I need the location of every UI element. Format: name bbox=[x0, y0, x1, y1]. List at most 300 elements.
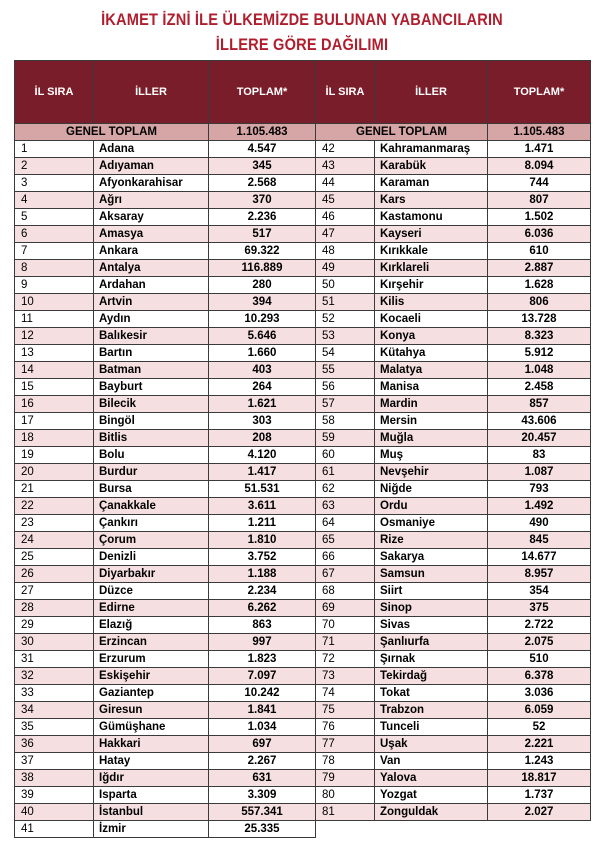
province-cell: Edirne bbox=[94, 600, 209, 617]
province-cell: Niğde bbox=[375, 481, 488, 498]
table-row bbox=[15, 566, 591, 583]
table-row bbox=[15, 736, 591, 753]
province-cell: Kahramanmaraş bbox=[375, 141, 488, 158]
rank-cell: 14 bbox=[15, 362, 94, 379]
province-cell: Kırklareli bbox=[375, 260, 488, 277]
empty-cell bbox=[316, 821, 591, 838]
total-cell: 631 bbox=[209, 770, 316, 787]
province-cell: Kocaeli bbox=[375, 311, 488, 328]
rank-cell: 15 bbox=[15, 379, 94, 396]
table-row bbox=[15, 209, 591, 226]
table-row bbox=[15, 345, 591, 362]
table-row bbox=[15, 141, 591, 158]
rank-cell: 75 bbox=[316, 702, 375, 719]
rank-cell: 68 bbox=[316, 583, 375, 600]
table-row bbox=[15, 600, 591, 617]
table-row bbox=[15, 617, 591, 634]
total-cell: 394 bbox=[209, 294, 316, 311]
province-cell: Kars bbox=[375, 192, 488, 209]
table-row bbox=[15, 243, 591, 260]
table-row bbox=[15, 532, 591, 549]
total-cell: 4.120 bbox=[209, 447, 316, 464]
total-cell: 18.817 bbox=[488, 770, 591, 787]
total-cell: 807 bbox=[488, 192, 591, 209]
header-rank-left: İL SIRA bbox=[15, 61, 94, 124]
province-cell: Sivas bbox=[375, 617, 488, 634]
rank-cell: 73 bbox=[316, 668, 375, 685]
province-cell: Şanlıurfa bbox=[375, 634, 488, 651]
total-cell: 793 bbox=[488, 481, 591, 498]
province-cell: Aydın bbox=[94, 311, 209, 328]
rank-cell: 36 bbox=[15, 736, 94, 753]
province-cell: Ankara bbox=[94, 243, 209, 260]
table-row bbox=[15, 481, 591, 498]
province-cell: Erzincan bbox=[94, 634, 209, 651]
province-cell: Batman bbox=[94, 362, 209, 379]
rank-cell: 71 bbox=[316, 634, 375, 651]
total-cell: 2.458 bbox=[488, 379, 591, 396]
rank-cell: 55 bbox=[316, 362, 375, 379]
total-cell: 845 bbox=[488, 532, 591, 549]
province-cell: Isparta bbox=[94, 787, 209, 804]
rank-cell: 2 bbox=[15, 158, 94, 175]
total-cell: 6.262 bbox=[209, 600, 316, 617]
table-row bbox=[15, 277, 591, 294]
total-cell: 43.606 bbox=[488, 413, 591, 430]
total-cell: 4.547 bbox=[209, 141, 316, 158]
table-row bbox=[15, 464, 591, 481]
table-row bbox=[15, 311, 591, 328]
rank-cell: 63 bbox=[316, 498, 375, 515]
rank-cell: 51 bbox=[316, 294, 375, 311]
rank-cell: 11 bbox=[15, 311, 94, 328]
total-cell: 8.323 bbox=[488, 328, 591, 345]
total-cell: 13.728 bbox=[488, 311, 591, 328]
province-cell: Adana bbox=[94, 141, 209, 158]
province-cell: Karabük bbox=[375, 158, 488, 175]
total-cell: 1.188 bbox=[209, 566, 316, 583]
province-cell: Hakkari bbox=[94, 736, 209, 753]
province-cell: Rize bbox=[375, 532, 488, 549]
table-row bbox=[15, 787, 591, 804]
total-cell: 1.810 bbox=[209, 532, 316, 549]
rank-cell: 80 bbox=[316, 787, 375, 804]
rank-cell: 50 bbox=[316, 277, 375, 294]
table-row bbox=[15, 379, 591, 396]
total-cell: 51.531 bbox=[209, 481, 316, 498]
total-cell: 5.912 bbox=[488, 345, 591, 362]
province-cell: Kırşehir bbox=[375, 277, 488, 294]
rank-cell: 8 bbox=[15, 260, 94, 277]
total-cell: 1.823 bbox=[209, 651, 316, 668]
province-cell: Kütahya bbox=[375, 345, 488, 362]
rank-cell: 1 bbox=[15, 141, 94, 158]
rank-cell: 66 bbox=[316, 549, 375, 566]
province-cell: Tunceli bbox=[375, 719, 488, 736]
province-cell: Mardin bbox=[375, 396, 488, 413]
table-row bbox=[15, 447, 591, 464]
rank-cell: 41 bbox=[15, 821, 94, 838]
rank-cell: 47 bbox=[316, 226, 375, 243]
rank-cell: 44 bbox=[316, 175, 375, 192]
total-cell: 2.887 bbox=[488, 260, 591, 277]
province-cell: Ağrı bbox=[94, 192, 209, 209]
table-row bbox=[15, 821, 591, 838]
province-cell: Bolu bbox=[94, 447, 209, 464]
total-cell: 8.094 bbox=[488, 158, 591, 175]
total-cell: 2.722 bbox=[488, 617, 591, 634]
total-cell: 510 bbox=[488, 651, 591, 668]
rank-cell: 13 bbox=[15, 345, 94, 362]
total-cell: 370 bbox=[209, 192, 316, 209]
total-cell: 52 bbox=[488, 719, 591, 736]
header-province-right: İLLER bbox=[375, 61, 488, 124]
table-row bbox=[15, 634, 591, 651]
total-cell: 2.267 bbox=[209, 753, 316, 770]
rank-cell: 12 bbox=[15, 328, 94, 345]
province-cell: Tekirdağ bbox=[375, 668, 488, 685]
province-cell: Adıyaman bbox=[94, 158, 209, 175]
province-cell: Muş bbox=[375, 447, 488, 464]
province-cell: Çanakkale bbox=[94, 498, 209, 515]
total-cell: 1.034 bbox=[209, 719, 316, 736]
rank-cell: 35 bbox=[15, 719, 94, 736]
rank-cell: 76 bbox=[316, 719, 375, 736]
province-cell: Balıkesir bbox=[94, 328, 209, 345]
province-cell: Bayburt bbox=[94, 379, 209, 396]
province-cell: Samsun bbox=[375, 566, 488, 583]
total-cell: 697 bbox=[209, 736, 316, 753]
province-cell: Yozgat bbox=[375, 787, 488, 804]
table-row bbox=[15, 702, 591, 719]
province-cell: Bartın bbox=[94, 345, 209, 362]
total-cell: 6.378 bbox=[488, 668, 591, 685]
rank-cell: 56 bbox=[316, 379, 375, 396]
province-cell: Bitlis bbox=[94, 430, 209, 447]
table-row bbox=[15, 328, 591, 345]
rank-cell: 7 bbox=[15, 243, 94, 260]
province-cell: Tokat bbox=[375, 685, 488, 702]
rank-cell: 28 bbox=[15, 600, 94, 617]
table-row bbox=[15, 226, 591, 243]
table-row bbox=[15, 192, 591, 209]
table-row bbox=[15, 549, 591, 566]
table-row bbox=[15, 651, 591, 668]
province-cell: Eskişehir bbox=[94, 668, 209, 685]
total-cell: 208 bbox=[209, 430, 316, 447]
rank-cell: 43 bbox=[316, 158, 375, 175]
total-cell: 1.660 bbox=[209, 345, 316, 362]
rank-cell: 74 bbox=[316, 685, 375, 702]
rank-cell: 26 bbox=[15, 566, 94, 583]
rank-cell: 25 bbox=[15, 549, 94, 566]
total-cell: 303 bbox=[209, 413, 316, 430]
table-row bbox=[15, 515, 591, 532]
province-cell: Elazığ bbox=[94, 617, 209, 634]
province-cell: Ordu bbox=[375, 498, 488, 515]
province-cell: Hatay bbox=[94, 753, 209, 770]
rank-cell: 20 bbox=[15, 464, 94, 481]
province-cell: Artvin bbox=[94, 294, 209, 311]
total-cell: 6.036 bbox=[488, 226, 591, 243]
province-cell: Bursa bbox=[94, 481, 209, 498]
province-cell: Siirt bbox=[375, 583, 488, 600]
total-cell: 490 bbox=[488, 515, 591, 532]
province-cell: Kayseri bbox=[375, 226, 488, 243]
total-cell: 1.243 bbox=[488, 753, 591, 770]
total-cell: 744 bbox=[488, 175, 591, 192]
province-cell: Gümüşhane bbox=[94, 719, 209, 736]
province-cell: Gaziantep bbox=[94, 685, 209, 702]
rank-cell: 45 bbox=[316, 192, 375, 209]
page-title-line-1: İKAMET İZNİ İLE ÜLKEMİZDE BULUNAN YABANCILARIN bbox=[101, 10, 503, 29]
total-cell: 5.646 bbox=[209, 328, 316, 345]
province-cell: Malatya bbox=[375, 362, 488, 379]
table-row bbox=[15, 668, 591, 685]
rank-cell: 21 bbox=[15, 481, 94, 498]
rank-cell: 22 bbox=[15, 498, 94, 515]
province-cell: Çorum bbox=[94, 532, 209, 549]
table-row bbox=[15, 770, 591, 787]
province-cell: Amasya bbox=[94, 226, 209, 243]
province-cell: Zonguldak bbox=[375, 804, 488, 821]
total-cell: 69.322 bbox=[209, 243, 316, 260]
rank-cell: 81 bbox=[316, 804, 375, 821]
rank-cell: 69 bbox=[316, 600, 375, 617]
province-cell: Düzce bbox=[94, 583, 209, 600]
rank-cell: 61 bbox=[316, 464, 375, 481]
province-cell: Sakarya bbox=[375, 549, 488, 566]
total-cell: 6.059 bbox=[488, 702, 591, 719]
header-rank-right: İL SIRA bbox=[316, 61, 375, 124]
table-row bbox=[15, 413, 591, 430]
province-cell: Nevşehir bbox=[375, 464, 488, 481]
province-cell: Çankırı bbox=[94, 515, 209, 532]
rank-cell: 59 bbox=[316, 430, 375, 447]
province-cell: Kırıkkale bbox=[375, 243, 488, 260]
province-cell: Erzurum bbox=[94, 651, 209, 668]
rank-cell: 72 bbox=[316, 651, 375, 668]
table-row bbox=[15, 685, 591, 702]
grand-total-row bbox=[15, 124, 591, 141]
rank-cell: 53 bbox=[316, 328, 375, 345]
rank-cell: 78 bbox=[316, 753, 375, 770]
province-cell: Bingöl bbox=[94, 413, 209, 430]
table-row bbox=[15, 719, 591, 736]
rank-cell: 48 bbox=[316, 243, 375, 260]
table-row bbox=[15, 175, 591, 192]
header-province-left: İLLER bbox=[94, 61, 209, 124]
total-cell: 557.341 bbox=[209, 804, 316, 821]
rank-cell: 19 bbox=[15, 447, 94, 464]
grand-total-label-left: GENEL TOPLAM bbox=[15, 124, 209, 141]
province-cell: Bilecik bbox=[94, 396, 209, 413]
rank-cell: 58 bbox=[316, 413, 375, 430]
table-row bbox=[15, 158, 591, 175]
rank-cell: 33 bbox=[15, 685, 94, 702]
province-cell: Van bbox=[375, 753, 488, 770]
rank-cell: 38 bbox=[15, 770, 94, 787]
rank-cell: 65 bbox=[316, 532, 375, 549]
province-cell: Diyarbakır bbox=[94, 566, 209, 583]
province-cell: Yalova bbox=[375, 770, 488, 787]
total-cell: 3.309 bbox=[209, 787, 316, 804]
rank-cell: 40 bbox=[15, 804, 94, 821]
total-cell: 280 bbox=[209, 277, 316, 294]
province-cell: Muğla bbox=[375, 430, 488, 447]
total-cell: 2.221 bbox=[488, 736, 591, 753]
total-cell: 2.075 bbox=[488, 634, 591, 651]
province-cell: İstanbul bbox=[94, 804, 209, 821]
total-cell: 3.752 bbox=[209, 549, 316, 566]
rank-cell: 79 bbox=[316, 770, 375, 787]
total-cell: 10.242 bbox=[209, 685, 316, 702]
rank-cell: 34 bbox=[15, 702, 94, 719]
total-cell: 1.087 bbox=[488, 464, 591, 481]
province-cell: Kilis bbox=[375, 294, 488, 311]
total-cell: 1.417 bbox=[209, 464, 316, 481]
total-cell: 1.211 bbox=[209, 515, 316, 532]
table-header-row bbox=[15, 61, 591, 124]
total-cell: 2.234 bbox=[209, 583, 316, 600]
total-cell: 517 bbox=[209, 226, 316, 243]
rank-cell: 27 bbox=[15, 583, 94, 600]
province-cell: Uşak bbox=[375, 736, 488, 753]
province-cell: Manisa bbox=[375, 379, 488, 396]
total-cell: 3.611 bbox=[209, 498, 316, 515]
table-row bbox=[15, 396, 591, 413]
grand-total-value-right: 1.105.483 bbox=[488, 124, 591, 141]
total-cell: 1.737 bbox=[488, 787, 591, 804]
total-cell: 863 bbox=[209, 617, 316, 634]
total-cell: 8.957 bbox=[488, 566, 591, 583]
total-cell: 3.036 bbox=[488, 685, 591, 702]
rank-cell: 4 bbox=[15, 192, 94, 209]
province-cell: Osmaniye bbox=[375, 515, 488, 532]
table-row bbox=[15, 753, 591, 770]
total-cell: 1.502 bbox=[488, 209, 591, 226]
total-cell: 403 bbox=[209, 362, 316, 379]
province-cell: Konya bbox=[375, 328, 488, 345]
total-cell: 14.677 bbox=[488, 549, 591, 566]
province-cell: Aksaray bbox=[94, 209, 209, 226]
rank-cell: 49 bbox=[316, 260, 375, 277]
total-cell: 264 bbox=[209, 379, 316, 396]
rank-cell: 46 bbox=[316, 209, 375, 226]
total-cell: 857 bbox=[488, 396, 591, 413]
rank-cell: 42 bbox=[316, 141, 375, 158]
province-cell: Kastamonu bbox=[375, 209, 488, 226]
province-cell: Trabzon bbox=[375, 702, 488, 719]
total-cell: 354 bbox=[488, 583, 591, 600]
table-row bbox=[15, 498, 591, 515]
province-cell: Iğdır bbox=[94, 770, 209, 787]
table-row bbox=[15, 362, 591, 379]
total-cell: 83 bbox=[488, 447, 591, 464]
total-cell: 610 bbox=[488, 243, 591, 260]
province-distribution-table bbox=[14, 60, 591, 838]
rank-cell: 37 bbox=[15, 753, 94, 770]
province-cell: Ardahan bbox=[94, 277, 209, 294]
rank-cell: 18 bbox=[15, 430, 94, 447]
province-cell: Burdur bbox=[94, 464, 209, 481]
province-cell: Karaman bbox=[375, 175, 488, 192]
rank-cell: 17 bbox=[15, 413, 94, 430]
total-cell: 116.889 bbox=[209, 260, 316, 277]
total-cell: 10.293 bbox=[209, 311, 316, 328]
total-cell: 345 bbox=[209, 158, 316, 175]
table-row bbox=[15, 583, 591, 600]
total-cell: 7.097 bbox=[209, 668, 316, 685]
rank-cell: 64 bbox=[316, 515, 375, 532]
rank-cell: 5 bbox=[15, 209, 94, 226]
total-cell: 1.628 bbox=[488, 277, 591, 294]
rank-cell: 77 bbox=[316, 736, 375, 753]
province-cell: Antalya bbox=[94, 260, 209, 277]
page-title-line-2: İLLERE GÖRE DAĞILIMI bbox=[215, 35, 389, 54]
total-cell: 25.335 bbox=[209, 821, 316, 838]
table-row bbox=[15, 430, 591, 447]
total-cell: 1.841 bbox=[209, 702, 316, 719]
rank-cell: 9 bbox=[15, 277, 94, 294]
total-cell: 2.236 bbox=[209, 209, 316, 226]
rank-cell: 3 bbox=[15, 175, 94, 192]
rank-cell: 23 bbox=[15, 515, 94, 532]
province-cell: Mersin bbox=[375, 413, 488, 430]
table-row bbox=[15, 294, 591, 311]
grand-total-value-left: 1.105.483 bbox=[209, 124, 316, 141]
rank-cell: 32 bbox=[15, 668, 94, 685]
table-row bbox=[15, 260, 591, 277]
total-cell: 20.457 bbox=[488, 430, 591, 447]
header-total-left: TOPLAM* bbox=[209, 61, 316, 124]
total-cell: 1.471 bbox=[488, 141, 591, 158]
rank-cell: 24 bbox=[15, 532, 94, 549]
rank-cell: 57 bbox=[316, 396, 375, 413]
rank-cell: 54 bbox=[316, 345, 375, 362]
rank-cell: 6 bbox=[15, 226, 94, 243]
province-cell: Şırnak bbox=[375, 651, 488, 668]
rank-cell: 30 bbox=[15, 634, 94, 651]
total-cell: 375 bbox=[488, 600, 591, 617]
total-cell: 1.492 bbox=[488, 498, 591, 515]
rank-cell: 67 bbox=[316, 566, 375, 583]
province-cell: Giresun bbox=[94, 702, 209, 719]
total-cell: 2.568 bbox=[209, 175, 316, 192]
total-cell: 997 bbox=[209, 634, 316, 651]
province-cell: İzmir bbox=[94, 821, 209, 838]
table-row bbox=[15, 804, 591, 821]
total-cell: 1.048 bbox=[488, 362, 591, 379]
rank-cell: 31 bbox=[15, 651, 94, 668]
total-cell: 1.621 bbox=[209, 396, 316, 413]
rank-cell: 39 bbox=[15, 787, 94, 804]
rank-cell: 60 bbox=[316, 447, 375, 464]
province-cell: Denizli bbox=[94, 549, 209, 566]
grand-total-label-right: GENEL TOPLAM bbox=[316, 124, 488, 141]
rank-cell: 70 bbox=[316, 617, 375, 634]
province-cell: Sinop bbox=[375, 600, 488, 617]
rank-cell: 16 bbox=[15, 396, 94, 413]
rank-cell: 62 bbox=[316, 481, 375, 498]
province-cell: Afyonkarahisar bbox=[94, 175, 209, 192]
rank-cell: 29 bbox=[15, 617, 94, 634]
total-cell: 2.027 bbox=[488, 804, 591, 821]
rank-cell: 10 bbox=[15, 294, 94, 311]
header-total-right: TOPLAM* bbox=[488, 61, 591, 124]
rank-cell: 52 bbox=[316, 311, 375, 328]
total-cell: 806 bbox=[488, 294, 591, 311]
